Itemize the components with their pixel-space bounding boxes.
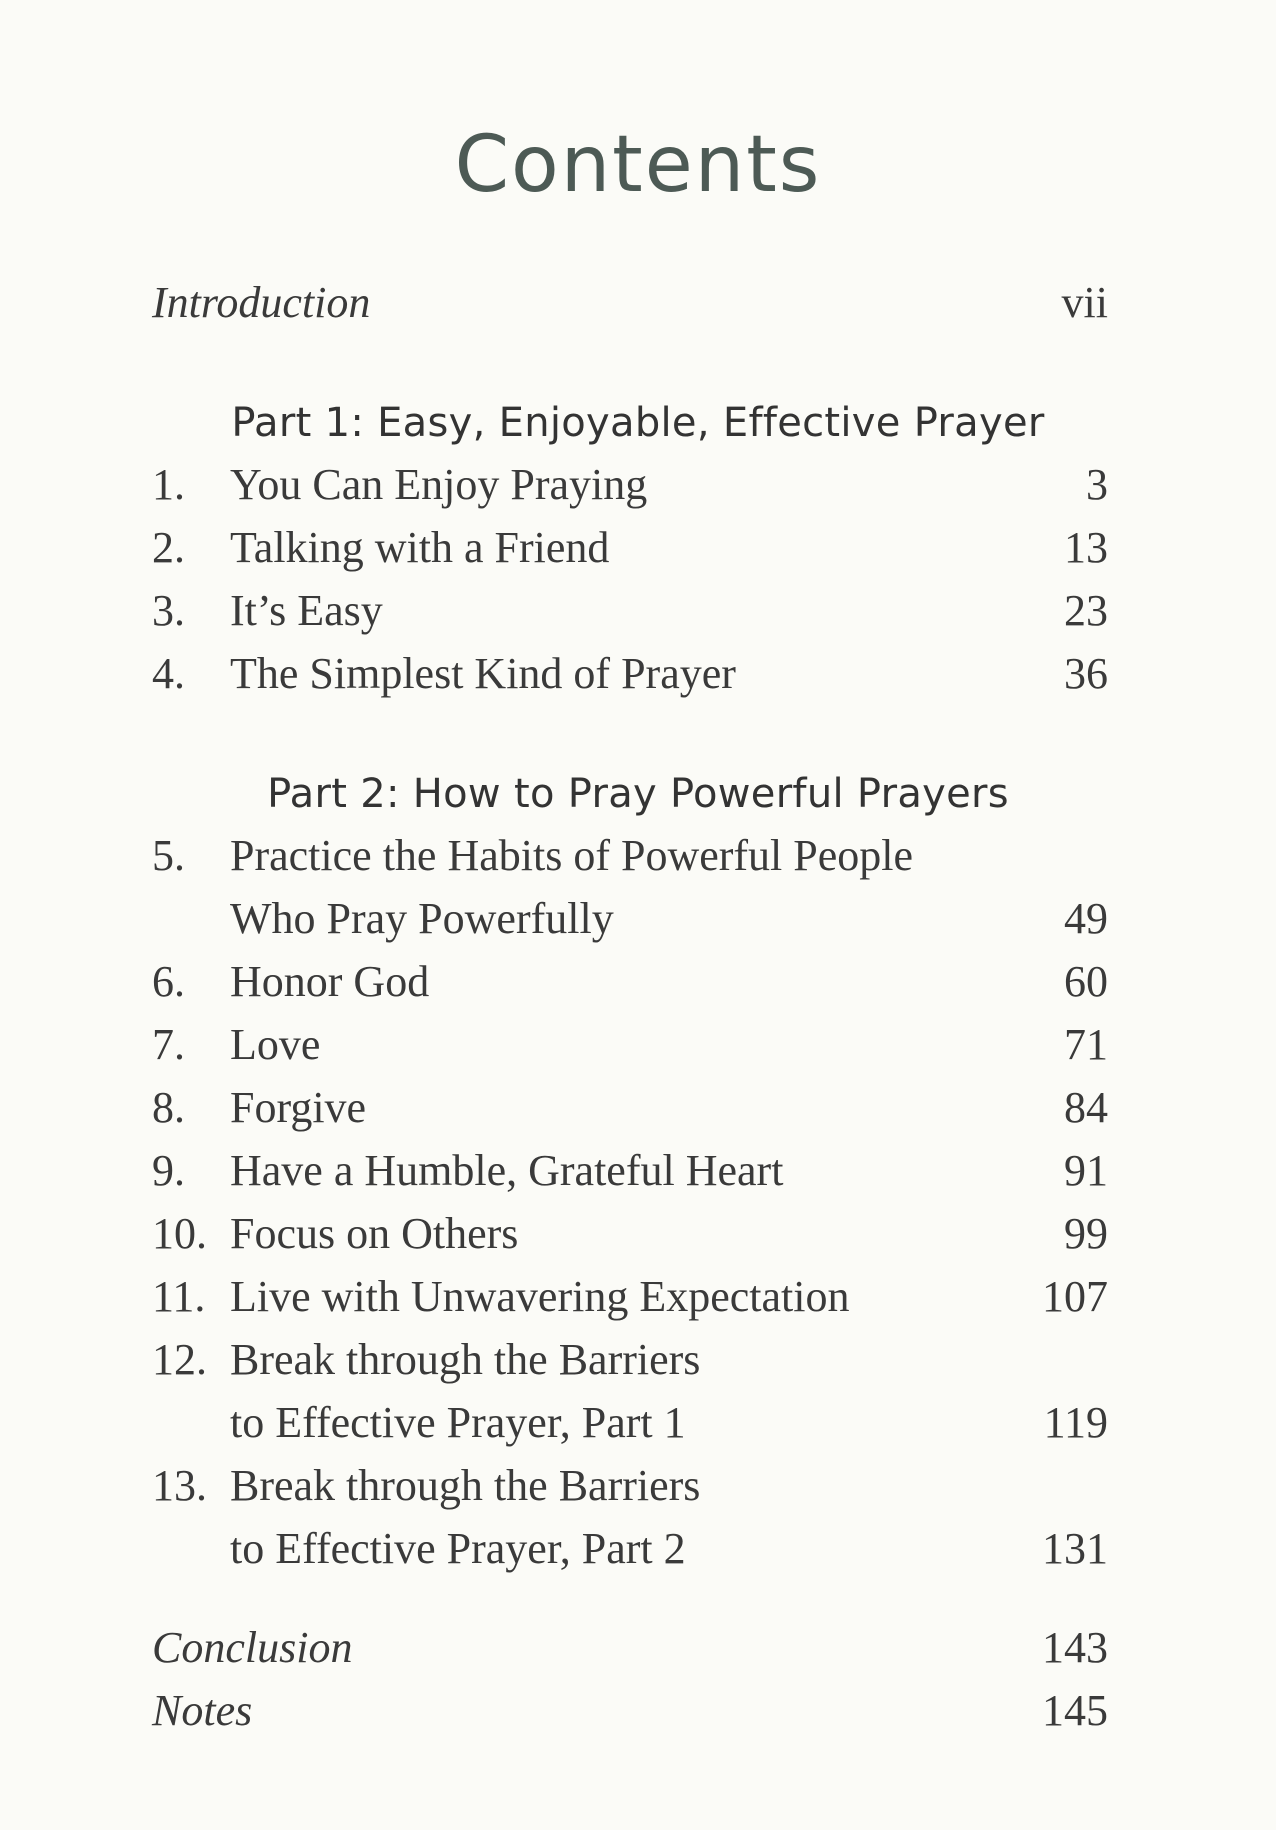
toc-entry-chapter-2[interactable] bbox=[152, 518, 1108, 578]
chapter-number: 3. bbox=[152, 586, 185, 635]
toc-page-number: 71 bbox=[1064, 1020, 1108, 1069]
chapter-title: Have a Humble, Grateful Heart bbox=[230, 1146, 784, 1195]
toc-page-number: 13 bbox=[1064, 523, 1108, 572]
toc-entry-chapter-13[interactable] bbox=[152, 1456, 1108, 1516]
part-2-heading: Part 2: How to Pray Powerful Prayers bbox=[267, 771, 1009, 817]
toc-page-number: 107 bbox=[1042, 1272, 1108, 1321]
toc-entry-chapter-5[interactable] bbox=[152, 826, 1108, 886]
part-1-heading: Part 1: Easy, Enjoyable, Effective Prayer bbox=[231, 400, 1045, 446]
chapter-title: The Simplest Kind of Prayer bbox=[230, 649, 736, 698]
toc-entry-conclusion[interactable] bbox=[152, 1618, 1108, 1678]
toc-page-number: 60 bbox=[1064, 957, 1108, 1006]
page-title: Contents bbox=[454, 120, 822, 210]
chapter-number: 6. bbox=[152, 957, 185, 1006]
chapter-title: It’s Easy bbox=[230, 586, 383, 635]
chapter-number: 10. bbox=[152, 1209, 207, 1258]
toc-page-number: 145 bbox=[1042, 1686, 1108, 1735]
toc-entry-label: Notes bbox=[152, 1686, 253, 1735]
toc-entry-chapter-11[interactable] bbox=[152, 1267, 1108, 1327]
chapter-title-line-2: to Effective Prayer, Part 1 bbox=[230, 1398, 686, 1447]
toc-entry-label: Introduction bbox=[152, 278, 371, 327]
toc-entry-chapter-10[interactable] bbox=[152, 1204, 1108, 1264]
chapter-number: 7. bbox=[152, 1020, 185, 1069]
toc-entry-chapter-3[interactable] bbox=[152, 581, 1108, 641]
chapter-title: Love bbox=[230, 1020, 321, 1069]
toc-page-number: 143 bbox=[1042, 1623, 1108, 1672]
toc-page-number: 49 bbox=[1064, 894, 1108, 943]
toc-entry-label: Conclusion bbox=[152, 1623, 353, 1672]
toc-entry-introduction[interactable] bbox=[152, 273, 1108, 333]
toc-page-number: vii bbox=[1061, 278, 1108, 327]
toc-entry-notes[interactable] bbox=[152, 1681, 1108, 1741]
toc-entry-chapter-13-continued[interactable] bbox=[152, 1519, 1108, 1579]
chapter-number: 1. bbox=[152, 460, 185, 509]
toc-entry-chapter-1[interactable] bbox=[152, 455, 1108, 515]
chapter-title: Forgive bbox=[230, 1083, 367, 1132]
toc-page-number: 99 bbox=[1064, 1209, 1108, 1258]
toc-entry-chapter-12-continued[interactable] bbox=[152, 1393, 1108, 1453]
chapter-title: Focus on Others bbox=[230, 1209, 519, 1258]
chapter-number: 5. bbox=[152, 831, 185, 880]
chapter-number: 2. bbox=[152, 523, 185, 572]
chapter-number: 4. bbox=[152, 649, 185, 698]
chapter-number: 11. bbox=[152, 1272, 206, 1321]
toc-page-number: 119 bbox=[1043, 1398, 1108, 1447]
toc-entry-chapter-12[interactable] bbox=[152, 1330, 1108, 1390]
chapter-number: 13. bbox=[152, 1461, 207, 1510]
chapter-title: Talking with a Friend bbox=[230, 523, 610, 572]
chapter-title: You Can Enjoy Praying bbox=[230, 460, 648, 509]
toc-page-number: 131 bbox=[1042, 1524, 1108, 1573]
toc-page-number: 91 bbox=[1064, 1146, 1108, 1195]
toc-entry-chapter-9[interactable] bbox=[152, 1141, 1108, 1201]
toc-page-number: 36 bbox=[1064, 649, 1108, 698]
chapter-title-line-1: Break through the Barriers bbox=[230, 1461, 701, 1510]
toc-page-number: 23 bbox=[1064, 586, 1108, 635]
chapter-number: 9. bbox=[152, 1146, 185, 1195]
chapter-title-line-2: Who Pray Powerfully bbox=[230, 894, 614, 943]
toc-entry-chapter-8[interactable] bbox=[152, 1078, 1108, 1138]
chapter-title-line-1: Break through the Barriers bbox=[230, 1335, 701, 1384]
toc-page-number: 84 bbox=[1064, 1083, 1108, 1132]
chapter-title-line-1: Practice the Habits of Powerful People bbox=[230, 831, 914, 880]
chapter-title: Live with Unwavering Expectation bbox=[230, 1272, 850, 1321]
chapter-number: 12. bbox=[152, 1335, 207, 1384]
toc-entry-chapter-4[interactable] bbox=[152, 644, 1108, 704]
chapter-title-line-2: to Effective Prayer, Part 2 bbox=[230, 1524, 686, 1573]
toc-page-number: 3 bbox=[1086, 460, 1108, 509]
chapter-title: Honor God bbox=[230, 957, 430, 1006]
chapter-number: 8. bbox=[152, 1083, 185, 1132]
toc-entry-chapter-5-continued[interactable] bbox=[152, 889, 1108, 949]
toc-entry-chapter-6[interactable] bbox=[152, 952, 1108, 1012]
toc-entry-chapter-7[interactable] bbox=[152, 1015, 1108, 1075]
